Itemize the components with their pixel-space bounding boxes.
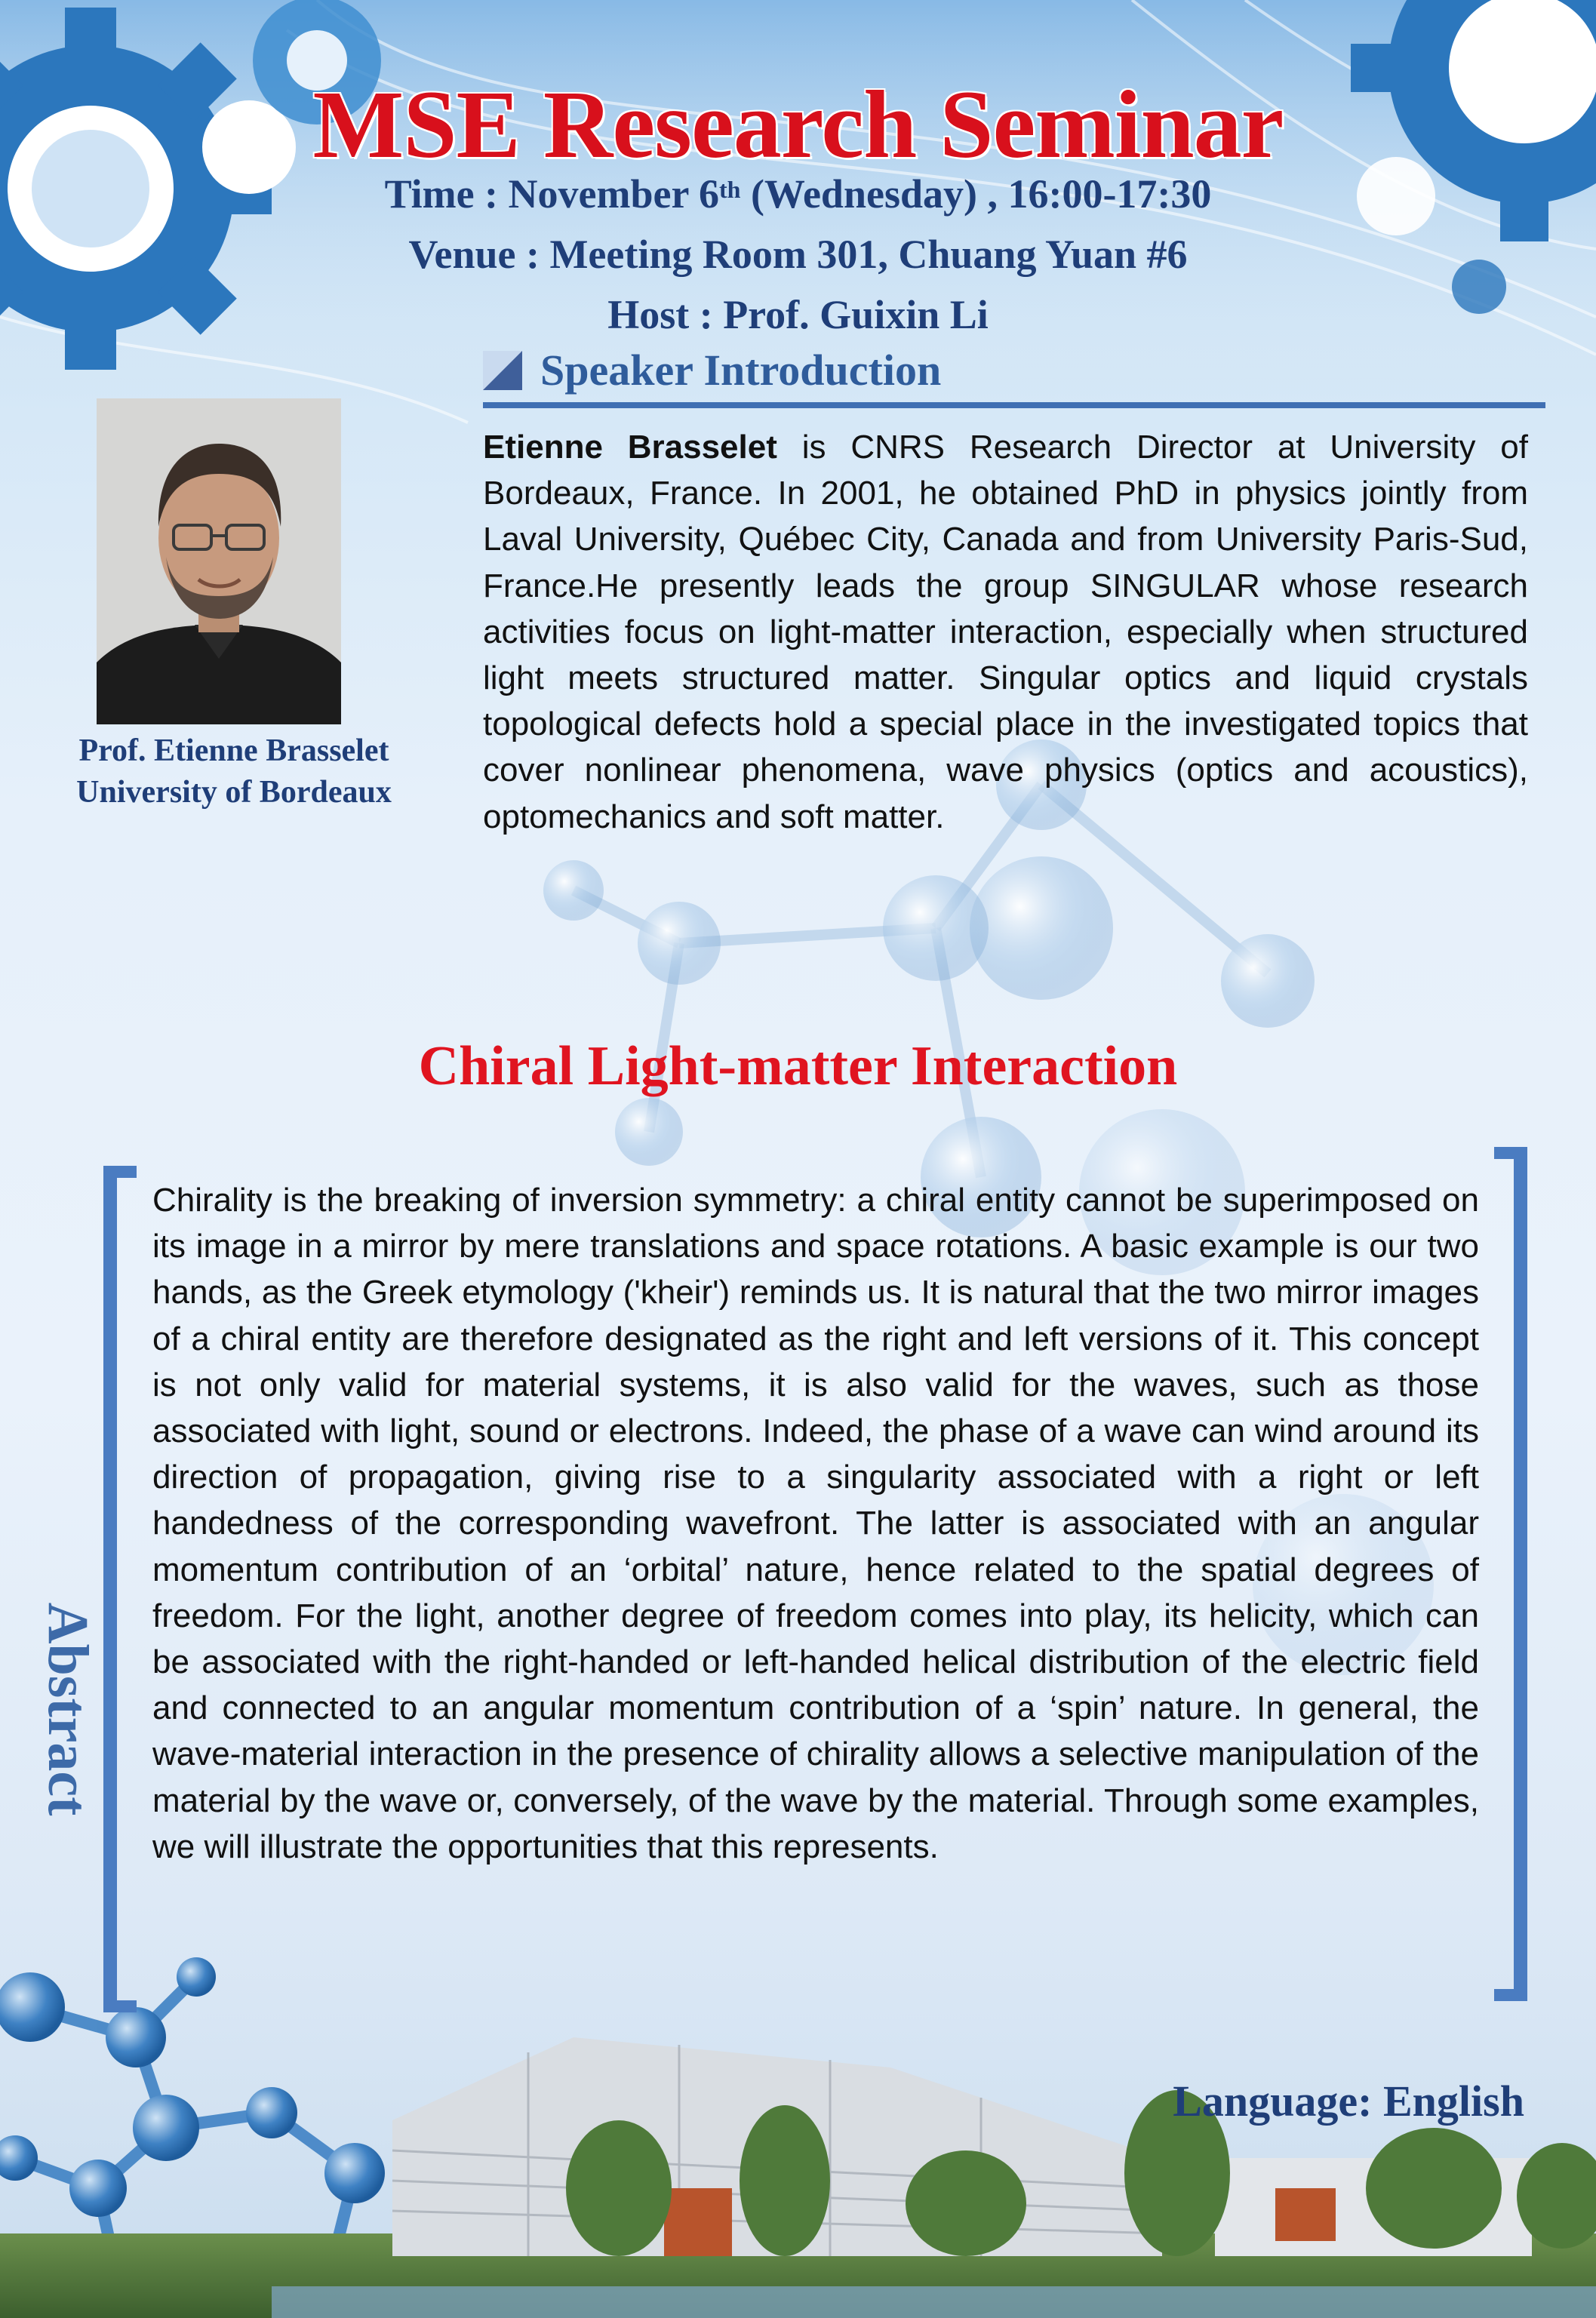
speaker-photo — [97, 398, 341, 724]
abstract-text: Chirality is the breaking of inversion symmetry: a chiral entity cannot be superimposed on its image in a mirror by mere translations and space rotations. A basic example is our two hands, as the Greek etymology ('kheir') reminds us. It is natural that the two mirror images of a chiral entity are therefore designated as the right and left versions of it. This concept is not only valid for material systems, it is also valid for the waves, such as those associated with light, sound or electrons. Indeed, the phase of a wave can wind around its direction of propagation, giving rise to a singularity associated with a right or left handedness of the corresponding wavefront. The latter is associated with an angular momentum contribution of an ‘orbital’ nature, hence related to the spatial degrees of freedom. For the light, another degree of freedom comes into play, its helicity, which can be associated with the right-handed or left-handed helical distribution of the electric field and connected to an angular momentum contribution of a ‘spin’ nature. In general, the wave-material interaction in the presence of chirality allows a selective manipulation of the material by the wave or, conversely, of the wave by the material. Through some examples, we will illustrate the opportunities that this represents. — [152, 1182, 1479, 1865]
speaker-bio — [483, 424, 1528, 840]
time-suffix: (Wednesday) , 16:00-17:30 — [740, 171, 1212, 217]
speaker-affiliation: University of Bordeaux — [76, 775, 392, 810]
speaker-section-header — [483, 343, 1547, 404]
language-info: Language: English — [1173, 2077, 1524, 2126]
time-superscript: th — [718, 176, 741, 203]
speaker-caption — [30, 730, 438, 813]
time-prefix: Time : November 6 — [384, 171, 719, 217]
abstract-right-bracket — [1494, 1147, 1527, 2001]
seminar-host: Host : Prof. Guixin Li — [607, 292, 989, 337]
seminar-title: MSE Research Seminar — [312, 71, 1284, 178]
section-square-icon — [483, 351, 522, 390]
speaker-section-title: Speaker Introduction — [540, 346, 942, 395]
seminar-time — [0, 168, 1596, 220]
speaker-portrait-icon — [97, 398, 341, 724]
talk-title: Chiral Light-matter Interaction — [418, 1035, 1178, 1097]
abstract-label — [15, 1554, 128, 1856]
speaker-name: Prof. Etienne Brasselet — [78, 733, 389, 768]
bio-name: Etienne Brasselet — [483, 429, 777, 466]
bio-text: is CNRS Research Director at University of Bordeaux, France. In 2001, he obtained PhD in physics jointly from Laval University, Québec City, Canada and from University Paris-Sud, France.He presently leads the group SINGULAR whose research activities focus on light-matter interaction, especially when structured light meets structured matter. Singular optics and liquid crystals topological defects hold a special place in the investigated topics that cover nonlinear phenomena, wave physics (optics and acoustics), optomechanics and soft matter. — [483, 429, 1529, 835]
section-divider — [483, 402, 1545, 408]
abstract-label-text: Abstract — [36, 1602, 100, 1816]
seminar-venue: Venue : Meeting Room 301, Chuang Yuan #6 — [408, 232, 1188, 277]
